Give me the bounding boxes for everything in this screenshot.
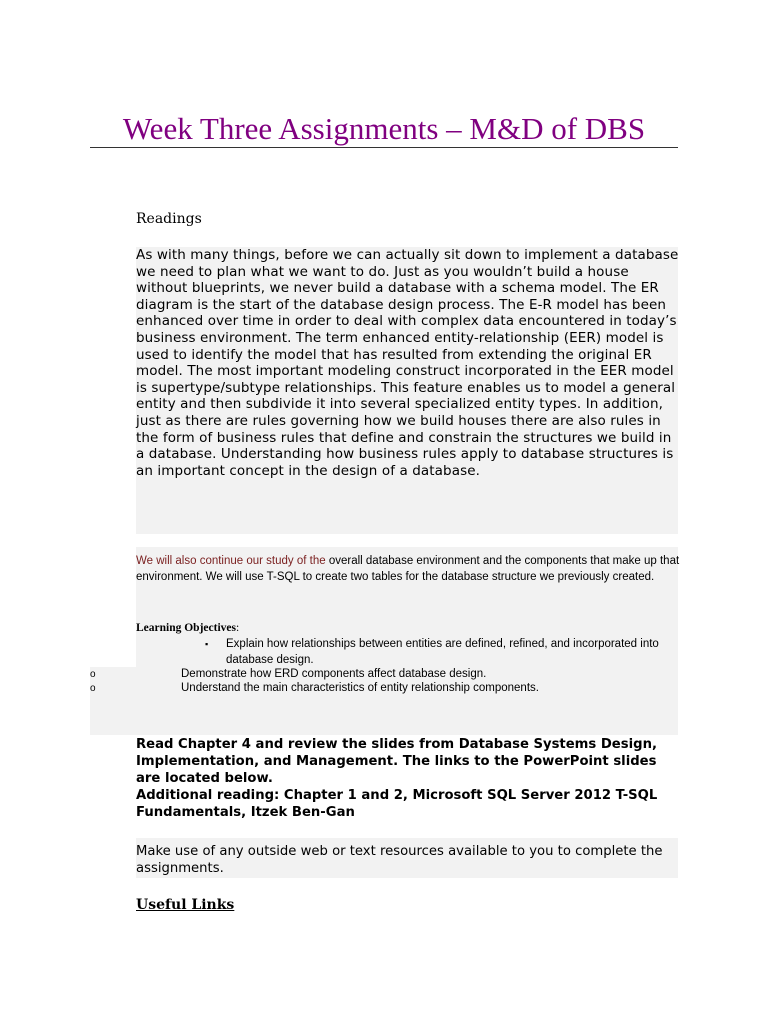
additional-reading-text: Additional reading: Chapter 1 and 2, Microsoft SQL Server 2012 T-SQL Fundamentals, Itzek Ben-Gan [136, 788, 658, 820]
sub-objective-text: Demonstrate how ERD components affect database design. [181, 668, 487, 680]
useful-links-heading: Useful Links [136, 897, 235, 913]
circle-bullet-icon: o [90, 683, 96, 694]
continue-paragraph [136, 554, 681, 585]
square-bullet-icon: ▪ [205, 639, 209, 649]
intro-paragraph: As with many things, before we can actually sit down to implement a database we need to plan what we want to do. Just as you wouldn’t build a house without blueprints, we never build a database with a schema model. The ER diagram is the start of the database design process. The E-R model has been enhanced over time in order to deal with complex data encountered in today’s business environment. The term enhanced entity-relationship (EER) model is used to identify the model that has resulted from extending the original ER model. The most important modeling construct incorporated in the EER model is supertype/subtype relationships. This feature enables us to model a general entity and then subdivide it into several specialized entity types. In addition, just as there are rules governing how we build houses there are also rules in the form of business rules that define and constrain the structures we build in a database. Understanding how business rules apply to database structures is an important concept in the design of a database. [136, 247, 679, 479]
learning-objectives-label: Learning Objectives [136, 622, 236, 634]
make-use-paragraph: Make use of any outside web or text resources available to you to complete the assignments. [136, 844, 663, 876]
circle-bullet-icon: o [90, 669, 96, 680]
objective-text: Explain how relationships between entities are defined, refined, and incorporated into database design. [226, 638, 659, 666]
learning-objectives-colon: : [235, 622, 240, 634]
learning-objectives-heading [136, 622, 239, 634]
continue-rest-text: overall database environment and the components that make up that environment. We will use T-SQL to create two tables for the database structure we previously created. [136, 555, 680, 583]
reading-assignment [136, 736, 681, 821]
sub-objective-text: Understand the main characteristics of entity relationship components. [181, 682, 539, 694]
continue-lead-text: We will also continue our study of the [136, 555, 326, 567]
chapter-text: Read Chapter 4 and review the slides from Database Systems Design, Implementation, and Management. The links to the PowerPoint slides are located below. [136, 737, 657, 786]
title-divider [90, 147, 678, 148]
page-title: Week Three Assignments – M&D of DBS [122, 111, 646, 146]
readings-heading: Readings [136, 211, 202, 227]
